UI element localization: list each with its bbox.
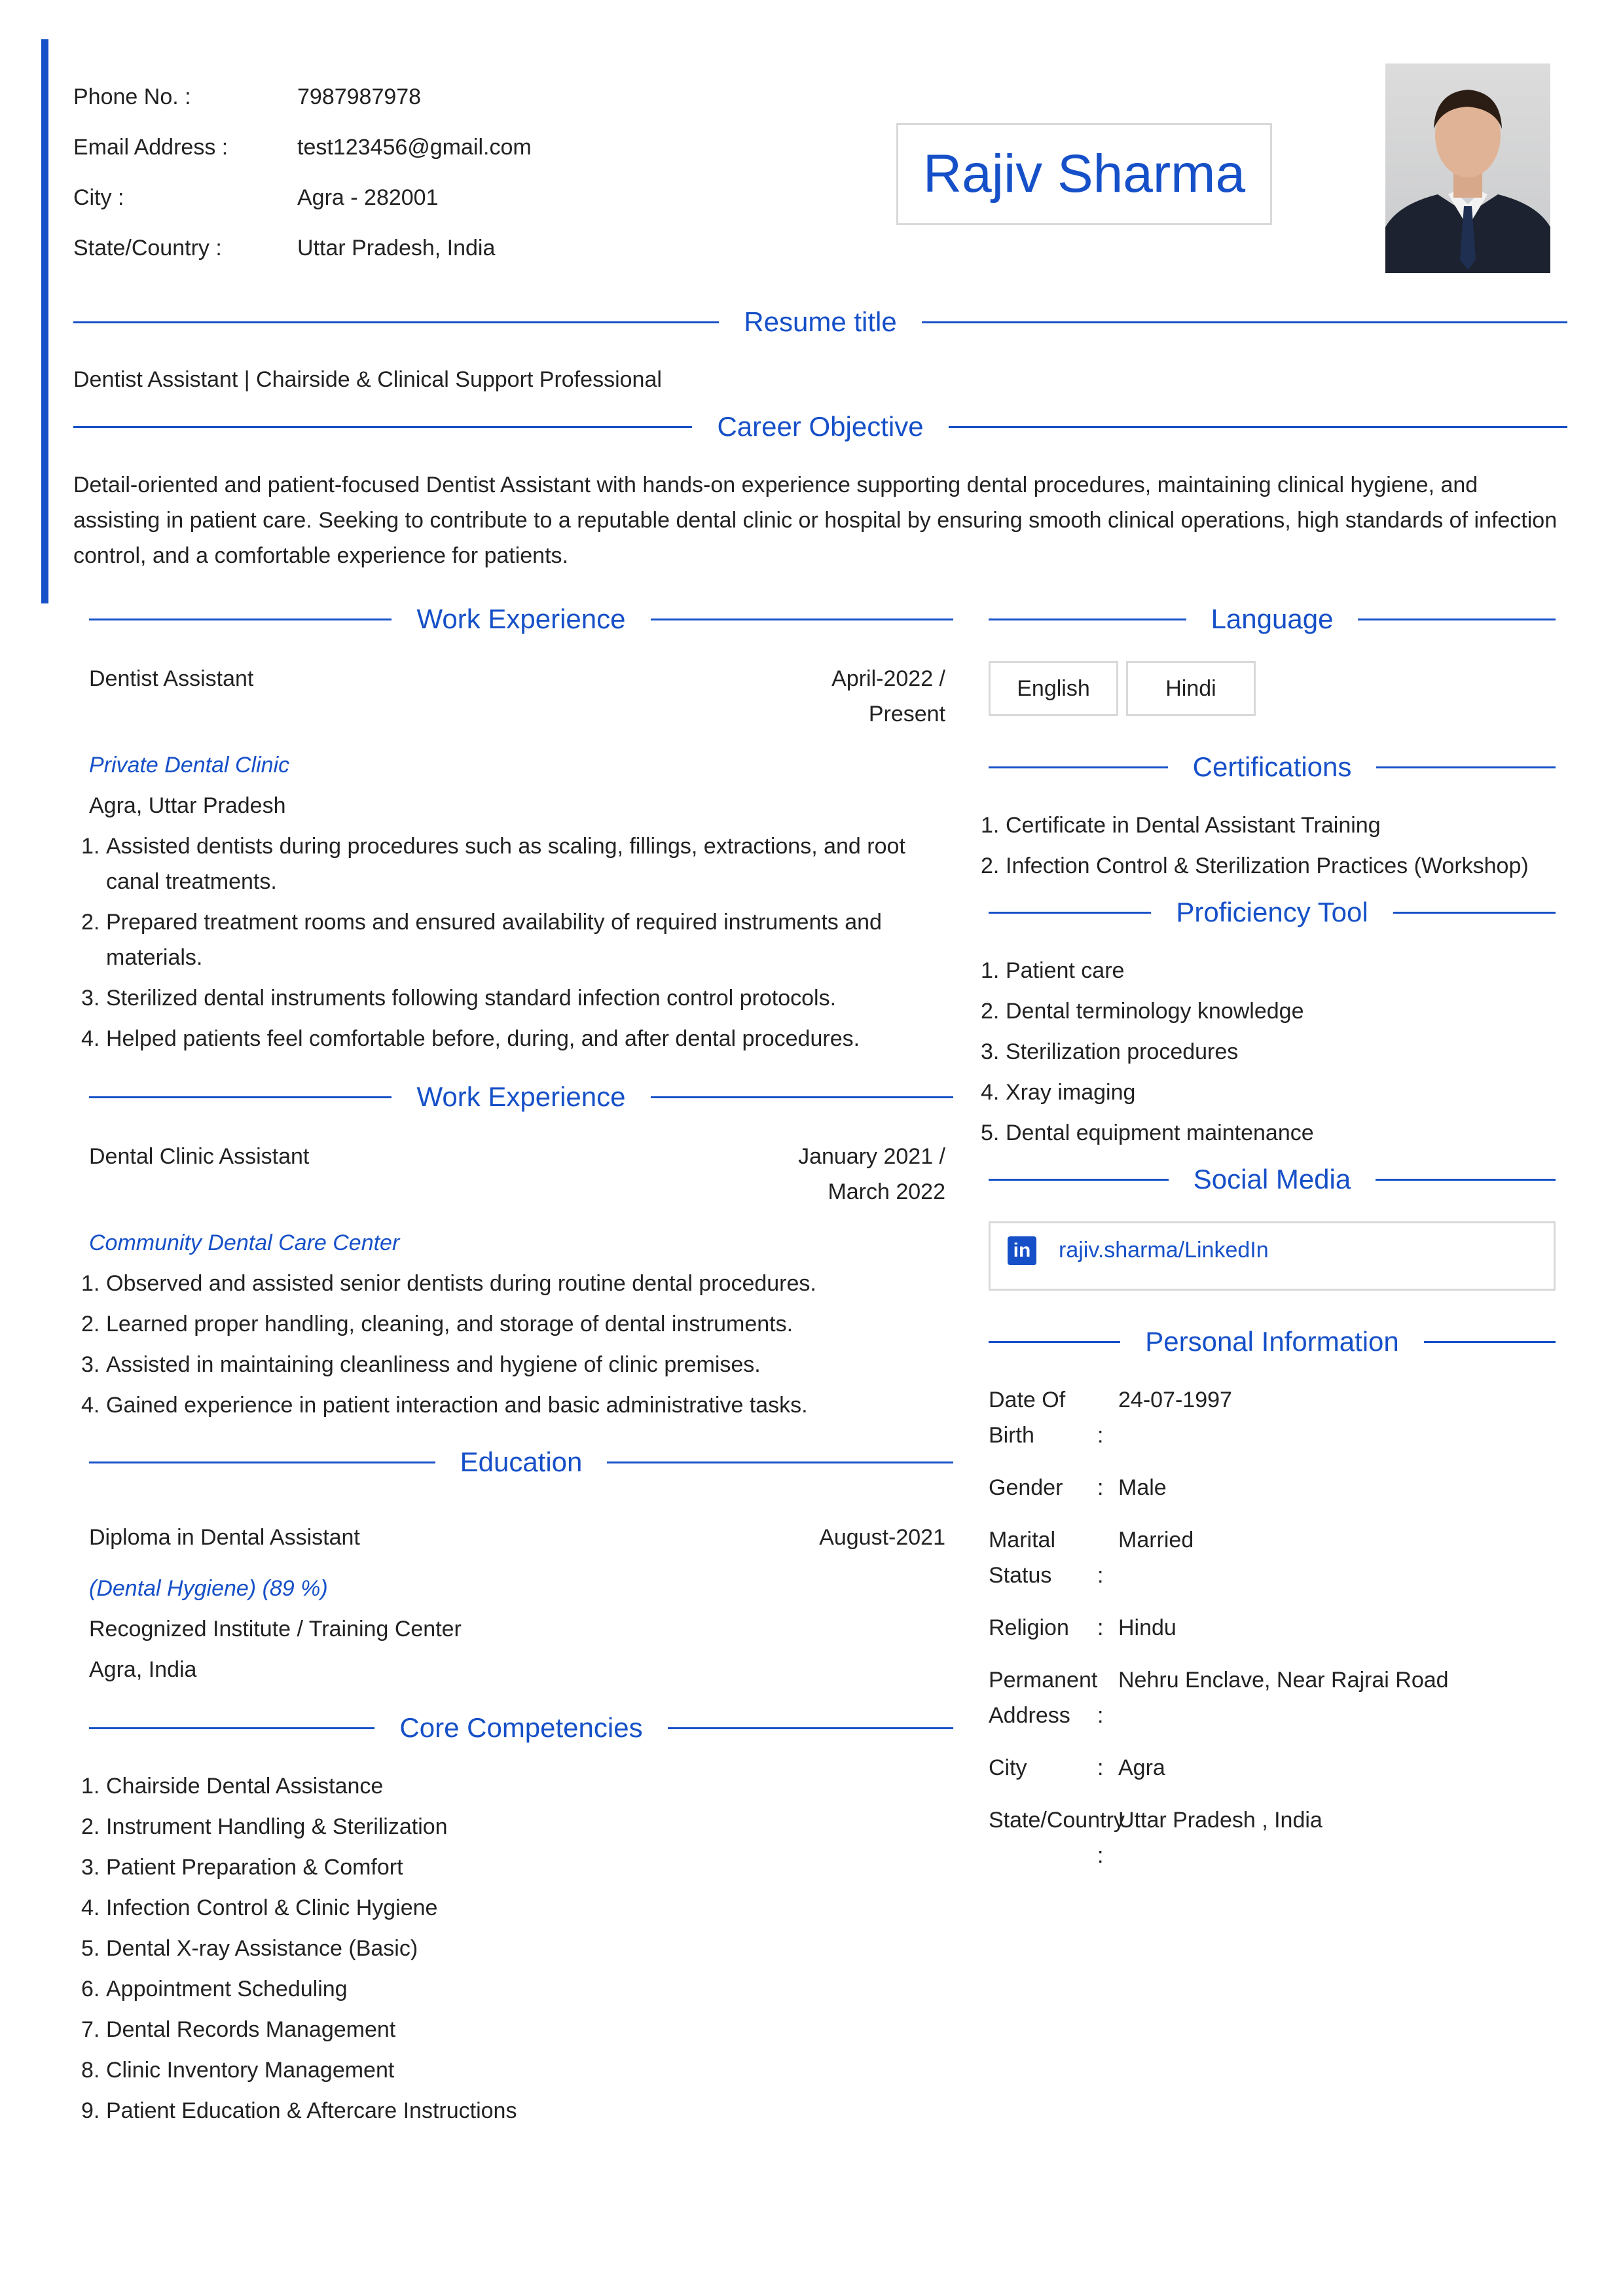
contact-row-state [73, 228, 532, 279]
heading-title: Education [460, 1446, 583, 1477]
list-item: 1. Observed and assisted senior dentists during routine dental procedures. [81, 1271, 816, 1296]
heading-title: Social Media [1193, 1164, 1351, 1194]
personal-info-label: Marital Status [989, 1528, 1056, 1588]
social-media-box [989, 1221, 1556, 1291]
education-date: August-2021 [819, 1525, 945, 1550]
list-item: 9. Patient Education & Aftercare Instructions [81, 2098, 517, 2123]
job-role: Dental Clinic Assistant [89, 1144, 310, 1169]
heading-title: Work Experience [416, 1081, 626, 1112]
contact-label: City : [73, 185, 124, 210]
heading-rule [607, 1462, 953, 1463]
list-item: 5. Dental equipment maintenance [981, 1121, 1314, 1145]
heading-rule [1376, 766, 1556, 768]
personal-info-colon: : [1097, 1475, 1104, 1500]
education-institute: Recognized Institute / Training Center [89, 1617, 462, 1641]
job-date [798, 1139, 945, 1210]
candidate-name: Rajiv Sharma [922, 144, 1246, 204]
personal-info-value: Male [1118, 1475, 1167, 1500]
left-accent-bar [41, 39, 48, 603]
company-name: Private Dental Clinic [89, 753, 290, 778]
heading-rule [651, 619, 953, 620]
job-date-end: Present [868, 702, 945, 726]
heading-rule [989, 1341, 1120, 1343]
list-item: 3. Sterilization procedures [981, 1039, 1239, 1064]
section-heading-certifications [989, 747, 1556, 787]
contact-row-email [73, 128, 532, 178]
personal-info-colon: : [1097, 1703, 1104, 1728]
list-item: 2. Prepared treatment rooms and ensured availability of required instruments and materials. [81, 910, 882, 970]
heading-title: Core Competencies [399, 1712, 643, 1743]
personal-info-row [989, 1610, 1556, 1645]
heading-title: Personal Information [1145, 1326, 1399, 1357]
language-badge: English [989, 661, 1118, 716]
list-item: 2. Dental terminology knowledge [981, 999, 1304, 1024]
heading-title: Proficiency Tool [1176, 897, 1368, 927]
list-item: 1. Assisted dentists during procedures such as scaling, fillings, extractions, and root canal treatments. [81, 834, 905, 894]
education-location: Agra, India [89, 1657, 197, 1682]
job-date-end: March 2022 [828, 1179, 945, 1204]
personal-info-label: Date Of Birth [989, 1388, 1066, 1448]
personal-info-colon: : [1097, 1755, 1104, 1780]
list-item: 4. Helped patients feel comfortable before, during, and after dental procedures. [81, 1026, 860, 1051]
heading-title: Language [1211, 603, 1334, 634]
company-name: Community Dental Care Center [89, 1230, 400, 1255]
job-date [831, 661, 945, 732]
list-item: 3. Patient Preparation & Comfort [81, 1855, 403, 1880]
list-item: 2. Infection Control & Sterilization Practices (Workshop) [981, 853, 1529, 878]
list-item: 6. Appointment Scheduling [81, 1977, 348, 2001]
job-points-list [81, 1266, 945, 1428]
list-item: 3. Assisted in maintaining cleanliness and hygiene of clinic premises. [81, 1352, 761, 1377]
list-item: 2. Instrument Handling & Sterilization [81, 1814, 448, 1839]
language-badge: Hindi [1126, 661, 1256, 716]
list-item: 4. Infection Control & Clinic Hygiene [81, 1895, 438, 1920]
heading-rule [73, 321, 719, 323]
contact-row-city [73, 178, 532, 228]
profile-photo [1385, 63, 1550, 273]
personal-info-value: Married [1118, 1528, 1194, 1552]
heading-rule [989, 619, 1186, 620]
education-degree: Diploma in Dental Assistant [89, 1525, 360, 1550]
section-heading-personal-information [989, 1322, 1556, 1361]
contact-value: 7987987978 [297, 84, 422, 109]
job-role: Dentist Assistant [89, 666, 254, 691]
personal-info-label: State/Country [989, 1808, 1125, 1833]
contact-value: Uttar Pradesh, India [297, 236, 496, 260]
section-heading-work-experience-2 [89, 1077, 953, 1117]
heading-rule [89, 1727, 374, 1729]
personal-info-row [989, 1470, 1556, 1505]
list-item: 5. Dental X-ray Assistance (Basic) [81, 1936, 418, 1961]
heading-rule [651, 1096, 953, 1098]
personal-info-value: 24-07-1997 [1118, 1388, 1232, 1412]
heading-rule [89, 619, 392, 620]
linkedin-link[interactable]: rajiv.sharma/LinkedIn [1059, 1238, 1269, 1263]
section-heading-proficiency-tool [989, 893, 1556, 932]
personal-info-colon: : [1097, 1563, 1104, 1588]
personal-info-label: Gender [989, 1475, 1063, 1500]
personal-info-row [989, 1803, 1556, 1873]
section-heading-education [89, 1443, 953, 1482]
job-date-start: April-2022 / [831, 666, 945, 691]
section-heading-language [989, 600, 1556, 639]
list-item: 1. Certificate in Dental Assistant Training [981, 813, 1381, 838]
heading-rule [949, 426, 1567, 428]
core-competencies-list [81, 1768, 945, 2134]
personal-info-row [989, 1750, 1556, 1785]
personal-info-value: Hindu [1118, 1615, 1176, 1640]
section-heading-social-media [989, 1160, 1556, 1199]
personal-info-row [989, 1662, 1556, 1733]
personal-info-value: Uttar Pradesh , India [1118, 1808, 1322, 1833]
section-heading-work-experience [89, 600, 953, 639]
heading-title: Work Experience [416, 603, 626, 634]
resume-title-text: Dentist Assistant | Chairside & Clinical Support Professional [73, 367, 662, 392]
certifications-list [981, 808, 1570, 889]
section-heading-career-objective [73, 407, 1567, 446]
heading-rule [1358, 619, 1556, 620]
heading-rule [668, 1727, 953, 1729]
list-item: 1. Chairside Dental Assistance [81, 1774, 384, 1799]
personal-info-label: Religion [989, 1615, 1069, 1640]
section-heading-core-competencies [89, 1708, 953, 1748]
heading-title: Resume title [744, 306, 897, 337]
personal-info-row [989, 1522, 1556, 1593]
contact-row-phone [73, 77, 532, 128]
personal-info-label: Permanent Address [989, 1668, 1098, 1728]
list-item: 1. Patient care [981, 958, 1125, 983]
heading-rule [73, 426, 692, 428]
list-item: 2. Learned proper handling, cleaning, and storage of dental instruments. [81, 1312, 793, 1336]
personal-info-colon: : [1097, 1423, 1104, 1448]
list-item: 4. Xray imaging [981, 1080, 1136, 1105]
contact-label: State/Country : [73, 236, 222, 260]
contact-label: Phone No. : [73, 84, 191, 109]
personal-info-value: Nehru Enclave, Near Rajrai Road [1118, 1668, 1449, 1693]
section-heading-resume-title [73, 302, 1567, 342]
heading-rule [989, 766, 1168, 768]
heading-rule [989, 912, 1151, 914]
personal-info-row [989, 1382, 1556, 1453]
heading-rule [1376, 1179, 1556, 1181]
personal-info-value: Agra [1118, 1755, 1165, 1780]
list-item: 3. Sterilized dental instruments following standard infection control protocols. [81, 986, 837, 1011]
heading-rule [89, 1096, 392, 1098]
job-date-start: January 2021 / [798, 1144, 945, 1169]
list-item: 4. Gained experience in patient interaction and basic administrative tasks. [81, 1393, 808, 1418]
heading-title: Certifications [1192, 751, 1352, 782]
heading-rule [1424, 1341, 1556, 1343]
personal-info-colon: : [1097, 1843, 1104, 1868]
heading-rule [89, 1462, 435, 1463]
list-item: 8. Clinic Inventory Management [81, 2058, 395, 2083]
linkedin-icon: in [1008, 1236, 1036, 1265]
contact-block [73, 77, 532, 279]
personal-info-colon: : [1097, 1615, 1104, 1640]
heading-rule [922, 321, 1567, 323]
heading-rule [989, 1179, 1169, 1181]
contact-value: test123456@gmail.com [297, 135, 532, 160]
proficiency-tools-list [981, 953, 1570, 1156]
education-specialization: (Dental Hygiene) (89 %) [89, 1576, 328, 1601]
heading-title: Career Objective [717, 411, 924, 442]
personal-info-label: City [989, 1755, 1027, 1780]
list-item: 7. Dental Records Management [81, 2017, 396, 2042]
contact-label: Email Address : [73, 135, 228, 160]
job-points-list [81, 829, 945, 1062]
company-location: Agra, Uttar Pradesh [89, 793, 286, 818]
name-box [896, 123, 1272, 225]
career-objective-text: Detail-oriented and patient-focused Dentist Assistant with hands-on experience supporting dental procedures, maintaining clinical hygiene, and assisting in patient care. Seeking to contribute to a reputable dental clinic or hospital by ensuring smooth clinical operations, high standards of infection control, and a comfortable experience for patients. [73, 473, 1558, 568]
contact-value: Agra - 282001 [297, 185, 439, 210]
heading-rule [1393, 912, 1556, 914]
